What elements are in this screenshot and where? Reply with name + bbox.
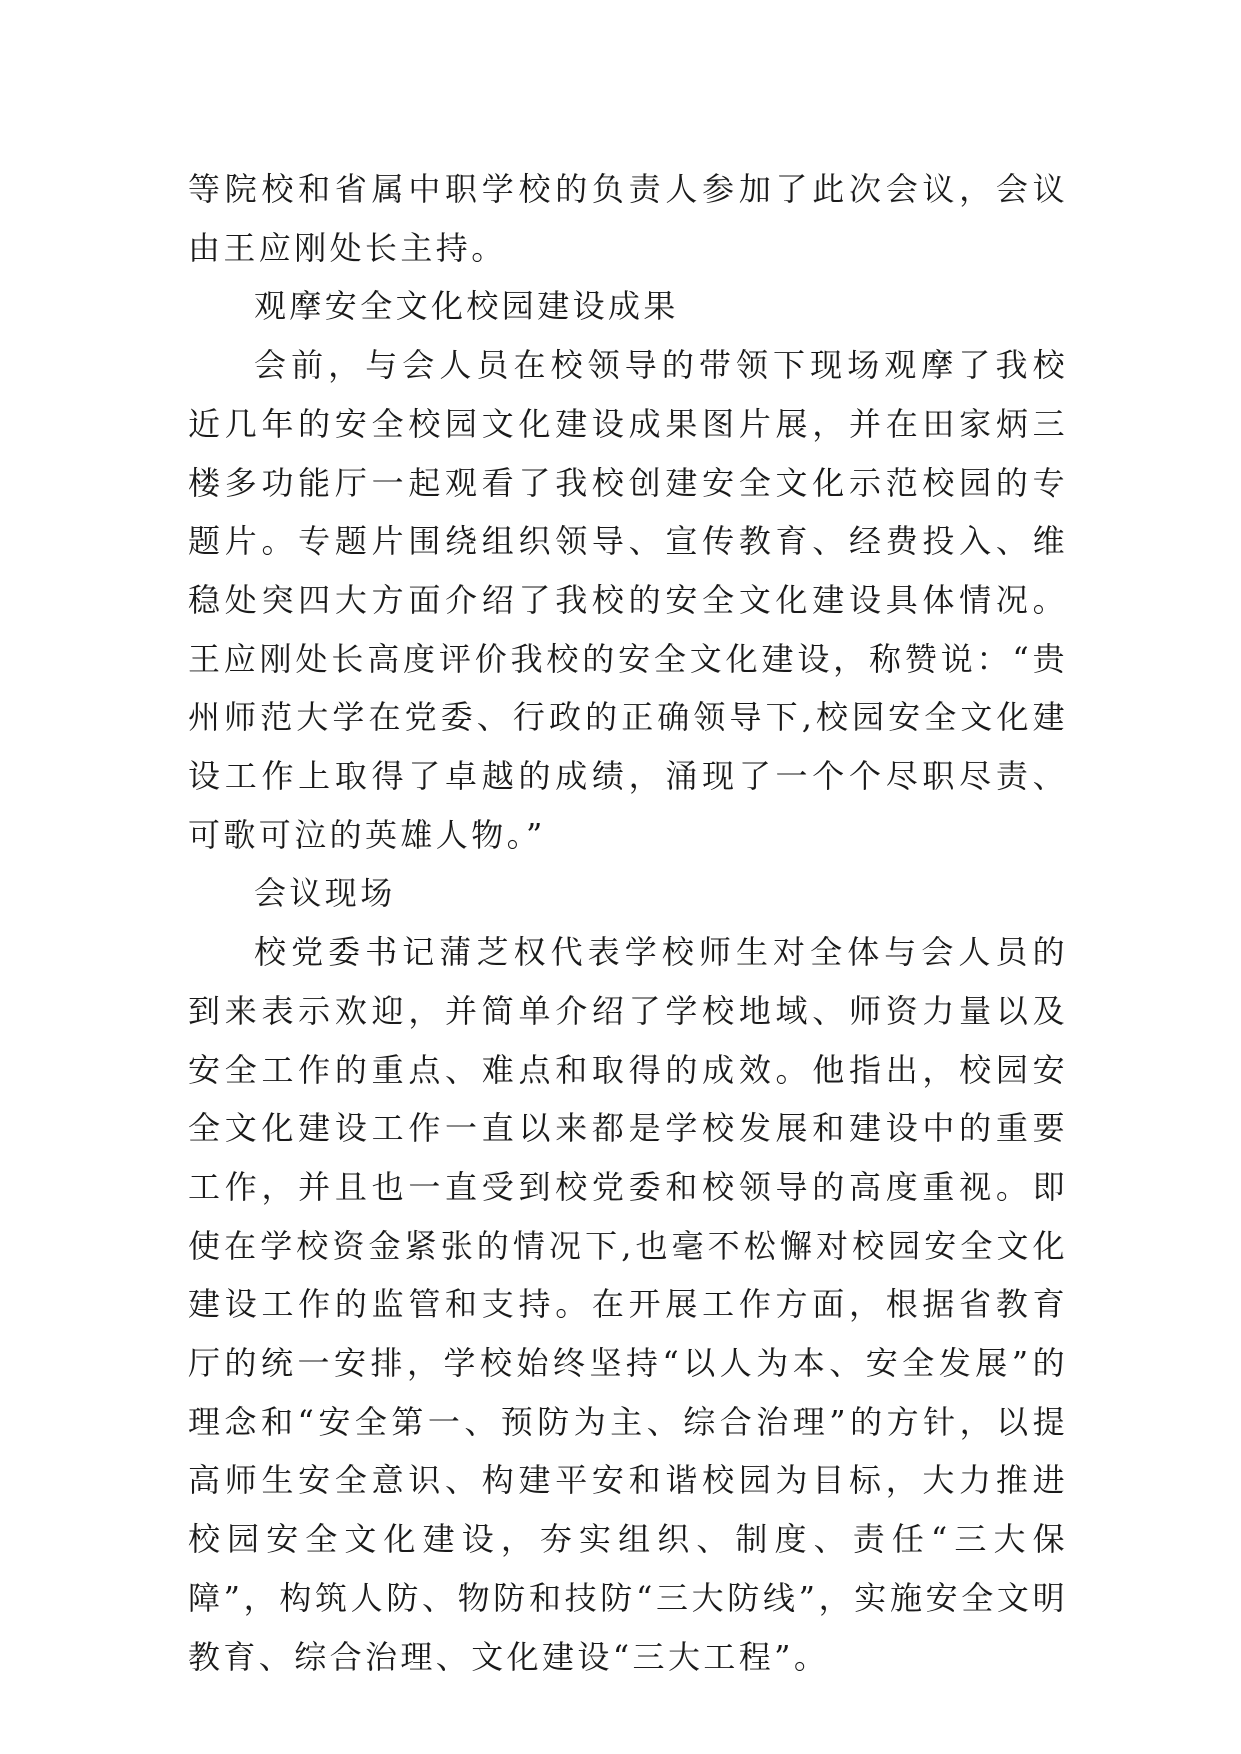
paragraph-observation: 会前，与会人员在校领导的带领下现场观摩了我校近几年的安全校园文化建设成果图片展，并在田家炳三楼多功能厅一起观看了我校创建安全文化示范校园的专题片。专题片围绕组织领导、宣传教育、经费投入、维稳处突四大方面介绍了我校的安全文化建设具体情况。王应刚处长高度评价我校的安全文化建设，称赞说：“贵州师范大学在党委、行政的正确领导下,校园安全文化建设工作上取得了卓越的成绩，涌现了一个个尽职尽责、可歌可泣的英雄人物。” [188, 346, 1068, 854]
paragraph-meeting: 校党委书记蒲芝权代表学校师生对全体与会人员的到来表示欢迎，并简单介绍了学校地域、师资力量以及安全工作的重点、难点和取得的成效。他指出，校园安全文化建设工作一直以来都是学校发展和建设中的重要工作，并且也一直受到校党委和校领导的高度重视。即使在学校资金紧张的情况下,也毫不松懈对校园安全文化建设工作的监管和支持。在开展工作方面，根据省教育厅的统一安排，学校始终坚持“以人为本、安全发展”的理念和“安全第一、预防为主、综合治理”的方针，以提高师生安全意识、构建平安和谐校园为目标，大力推进校园安全文化建设，夯实组织、制度、责任“三大保障”，构筑人防、物防和技防“三大防线”，实施安全文明教育、综合治理、文化建设“三大工程”。 [188, 933, 1068, 1676]
section-heading-meeting: 会议现场 [254, 874, 396, 913]
paragraph-continuation: 等院校和省属中职学校的负责人参加了此次会议，会议由王应刚处长主持。 [188, 170, 1068, 267]
document-body [188, 160, 1068, 1686]
section-heading-observation: 观摩安全文化校园建设成果 [254, 287, 679, 326]
